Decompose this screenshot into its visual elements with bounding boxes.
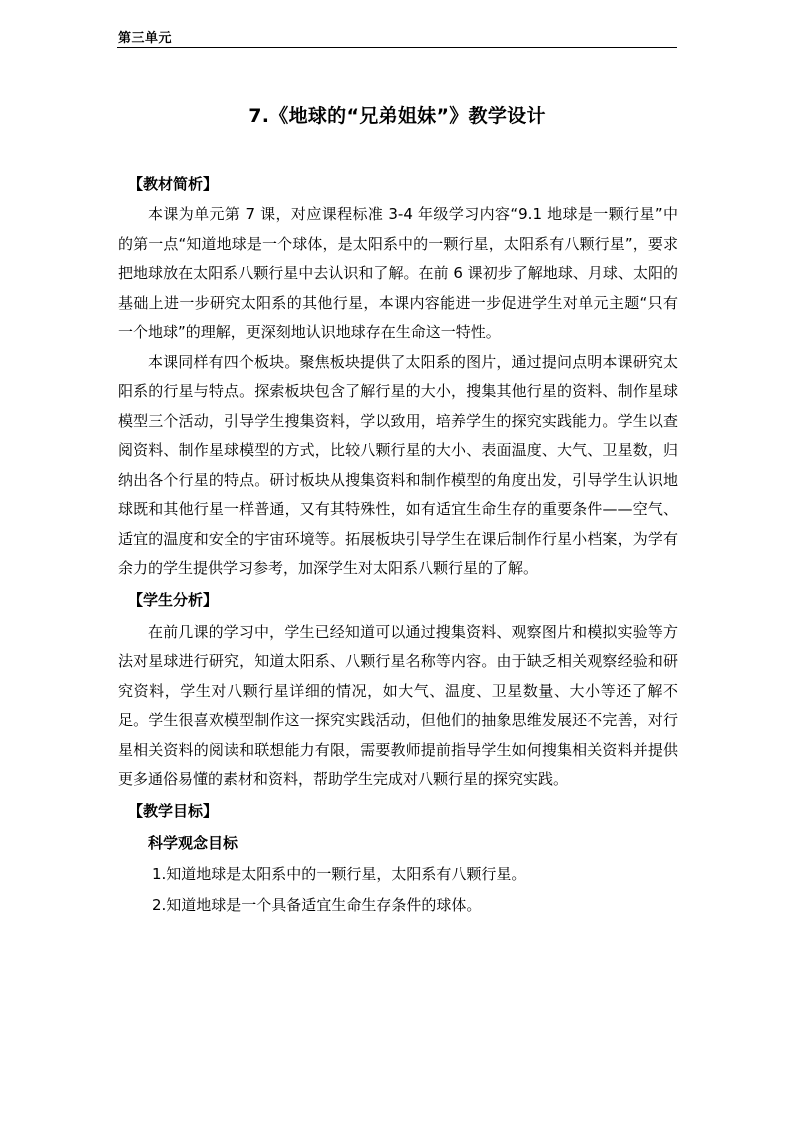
unit-label: 第三单元 bbox=[118, 31, 173, 46]
section-heading-student-analysis: 【学生分析】 bbox=[128, 590, 219, 609]
paragraph: 在前几课的学习中，学生已经知道可以通过搜集资料、观察图片和模拟实验等方法对星球进行研究，知道太阳系、八颗行星名称等内容。由于缺乏相关观察经验和研究资料，学生对八颗行星详细的情况，如大气、温度、卫星数量、大小等还了解不足。学生很喜欢模型制作这一探究实践活动，但他们的抽象思维发展还不完善，对行星相关资料的阅读和联想能力有限，需要教师提前指导学生如何搜集相关资料并提供更多通俗易懂的素材和资料，帮助学生完成对八颗行星的探究实践。 bbox=[118, 622, 678, 788]
document-title: 7.《地球的“兄弟姐妹”》教学设计 bbox=[248, 105, 546, 127]
subheading-science-concept-objectives: 科学观念目标 bbox=[148, 833, 239, 852]
section-heading-textbook-analysis: 【教材简析】 bbox=[128, 175, 219, 193]
objective-item: 2.知道地球是一个具备适宜生命生存条件的球体。 bbox=[152, 895, 482, 914]
paragraph: 本课为单元第 7 课，对应课程标准 3-4 年级学习内容“9.1 地球是一颗行星”中的第一点“知道地球是一个球体，是太阳系中的一颗行星，太阳系有八颗行星”，要求把地球放在太阳系八颗行星中去认识和了解。在前 6 课初步了解地球、月球、太阳的基础上进一步研究太阳系的其他行星，本课内容能进一步促进学生对单元主题“只有一个地球”的理解，更深刻地认识地球存在生命这一特性。 bbox=[118, 205, 678, 341]
header-divider bbox=[117, 47, 677, 48]
paragraph: 本课同样有四个板块。聚焦板块提供了太阳系的图片，通过提问点明本课研究太阳系的行星与特点。探索板块包含了解行星的大小，搜集其他行星的资料、制作星球模型三个活动，引导学生搜集资料，学以致用，培养学生的探究实践能力。学生以查阅资料、制作星球模型的方式，比较八颗行星的大小、表面温度、大气、卫星数，归纳出各个行星的特点。研讨板块从搜集资料和制作模型的角度出发，引导学生认识地球既和其他行星一样普通，又有其特殊性，如有适宜生命生存的重要条件——空气、适宜的温度和安全的宇宙环境等。拓展板块引导学生在课后制作行星小档案，为学有余力的学生提供学习参考，加深学生对太阳系八颗行星的了解。 bbox=[118, 352, 678, 577]
document-body bbox=[118, 168, 678, 921]
section-heading-teaching-objectives: 【教学目标】 bbox=[128, 801, 219, 820]
objective-item: 1.知道地球是太阳系中的一颗行星，太阳系有八颗行星。 bbox=[152, 864, 527, 883]
